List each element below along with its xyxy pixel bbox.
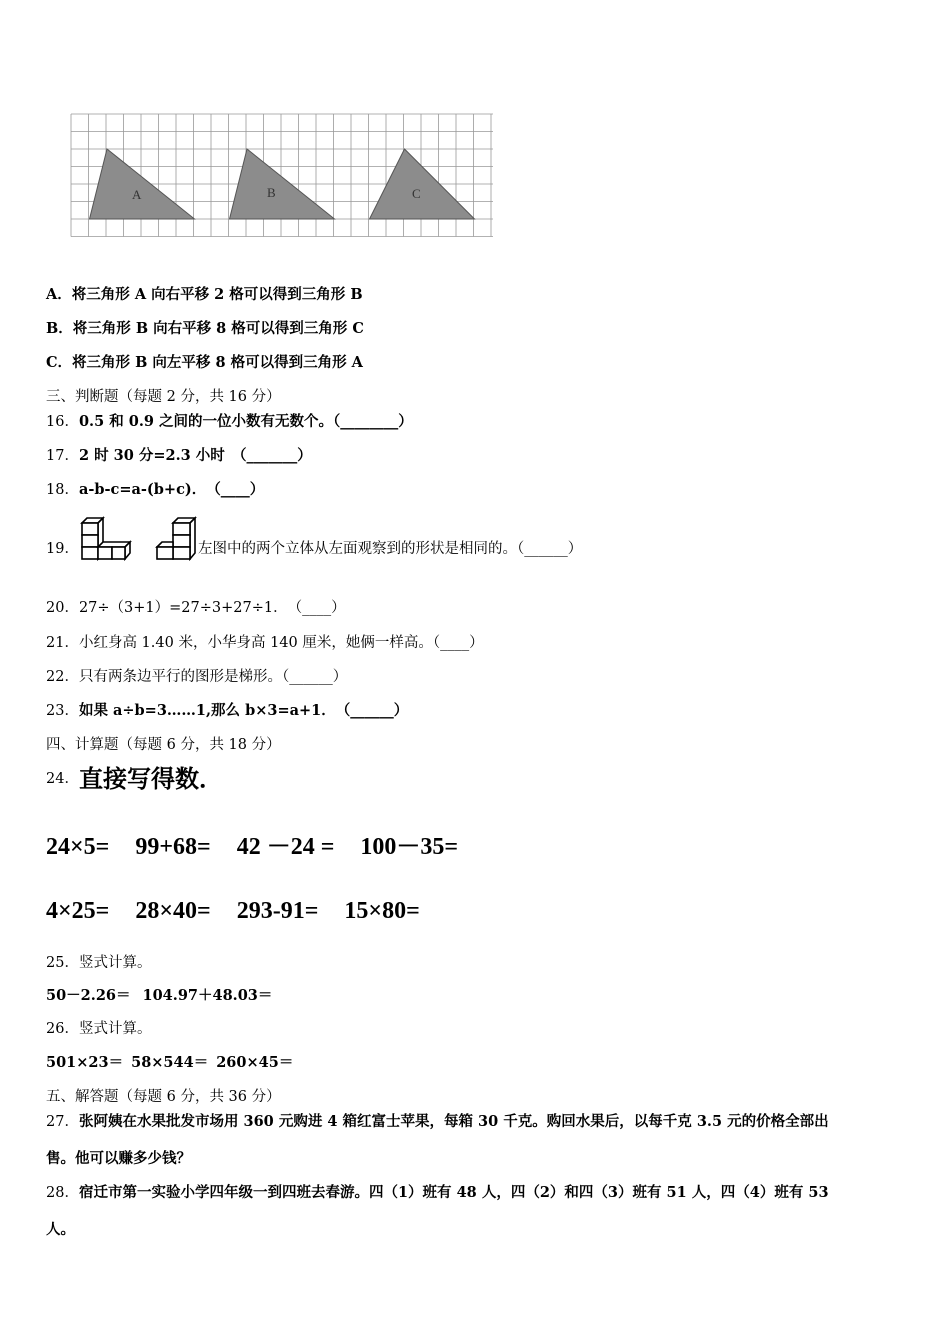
question-25: 25．竖式计算。 xyxy=(46,955,152,971)
question-19-number: 19． xyxy=(46,541,79,557)
question-22: 22．只有两条边平行的图形是梯形。（______） xyxy=(46,669,348,685)
question-23: 23．如果 a÷b=3……1,那么 b×3=a+1． （______） xyxy=(46,702,409,719)
question-24: 24．直接写得数． xyxy=(46,765,223,793)
cube-figure-left xyxy=(80,515,132,561)
triangle-grid-figure xyxy=(70,113,496,239)
question-20: 20．27÷（3+1）=27÷3+27÷1． （____） xyxy=(46,600,346,616)
question-17: 17．2 时 30 分=2.3 小时 （_______） xyxy=(46,447,312,464)
question-25-items: 50－2.26＝ 104.97＋48.03＝ xyxy=(46,987,273,1004)
triangle-c-label: C xyxy=(412,186,421,201)
question-26: 26．竖式计算。 xyxy=(46,1021,152,1037)
mental-math-row-2: 4×25= 28×40= 293-91= 15×80= xyxy=(46,898,420,924)
question-28-line-2: 人。 xyxy=(46,1221,75,1238)
option-a: A．将三角形 A 向右平移 2 格可以得到三角形 B xyxy=(46,286,363,303)
option-c: C．将三角形 B 向左平移 8 格可以得到三角形 A xyxy=(46,354,363,371)
question-19-text: 左图中的两个立体从左面观察到的形状是相同的。（______） xyxy=(198,541,583,557)
question-18: 18．a-b-c=a-(b+c)． （____） xyxy=(46,481,265,498)
section-4-title: 四、计算题（每题 6 分，共 18 分） xyxy=(46,737,281,753)
cube-figure-right xyxy=(155,515,199,561)
question-28-line-1: 28．宿迁市第一实验小学四年级一到四班去春游。四（1）班有 48 人，四（2）和四（3）班有 51 人，四（4）班有 53 xyxy=(46,1184,829,1201)
section-5-title: 五、解答题（每题 6 分，共 36 分） xyxy=(46,1089,281,1105)
mental-math-row-1: 24×5= 99+68= 42 －24 = 100－35= xyxy=(46,834,459,860)
question-27-line-2: 售。他可以赚多少钱？ xyxy=(46,1150,191,1167)
question-26-items: 501×23＝ 58×544＝ 260×45＝ xyxy=(46,1054,294,1071)
option-b: B．将三角形 B 向右平移 8 格可以得到三角形 C xyxy=(46,320,364,337)
question-16: 16．0.5 和 0.9 之间的一位小数有无数个。（________） xyxy=(46,413,413,430)
triangle-a-label: A xyxy=(132,187,142,202)
question-21: 21．小红身高 1.40 米，小华身高 140 厘米，她俩一样高。（____） xyxy=(46,635,484,651)
triangle-b-label: B xyxy=(267,185,276,200)
section-3-title: 三、判断题（每题 2 分，共 16 分） xyxy=(46,389,281,405)
question-27-line-1: 27．张阿姨在水果批发市场用 360 元购进 4 箱红富士苹果，每箱 30 千克。购回水果后，以每千克 3.5 元的价格全部出 xyxy=(46,1113,829,1130)
